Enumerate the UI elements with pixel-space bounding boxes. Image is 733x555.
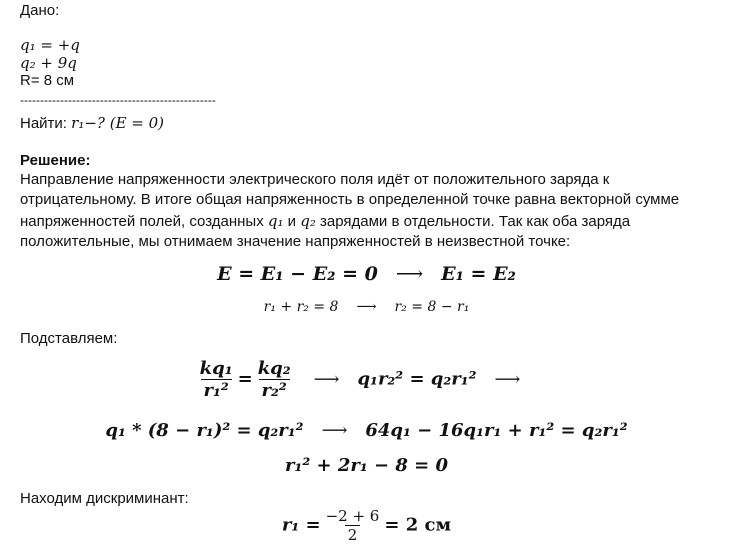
find-line [20,114,164,133]
paragraph-text: зарядами в отдельности. Так как оба заряда [315,213,631,230]
given-q1: q₁ = +q [20,36,80,54]
denominator: r₂² [259,379,290,401]
fraction-result [323,507,383,544]
solution-paragraph-line-4: положительные, мы отнимаем значение напряженностей в неизвестной точке: [20,233,571,250]
equation-field-balance [0,263,733,285]
equation-part: = 2 см [384,514,452,536]
arrow-right-icon: ⟶ [356,299,377,315]
equation-substitution [0,358,733,401]
equation-part: r₁ + r₂ = 8 [263,299,339,315]
equation-part: r₁ = [281,514,321,536]
denominator: r₁² [201,379,232,401]
equation-part: 64q₁ − 16q₁r₁ + r₁² = q₂r₁² [365,420,628,441]
equation-part: q₁ * (8 − r₁)² = q₂r₁² [105,420,304,441]
equation-quadratic: r₁² + 2r₁ − 8 = 0 [284,455,449,476]
paragraph-text: и [283,213,301,230]
equation-part: q₁r₂² = q₂r₁² [357,368,477,390]
divider-line: ------------------------------------------------- [20,93,216,107]
equation-part: E = E₁ − E₂ = 0 [217,263,378,285]
fraction-kq2-over-r2sq [255,358,294,401]
arrow-right-icon: ⟶ [395,263,424,285]
numerator: kq₂ [257,358,291,379]
numerator: kq₁ [199,358,233,379]
solution-heading: Решение: [20,152,91,169]
arrow-right-icon: ⟶ [494,368,521,390]
equation-part: E₁ = E₂ [441,263,516,285]
find-expression: r₁−? (E = 0) [71,114,165,132]
arrow-right-icon: ⟶ [313,368,340,390]
arrow-right-icon: ⟶ [321,420,348,441]
equation-part: r₂ = 8 − r₁ [394,299,470,315]
solution-paragraph-line-3 [20,212,630,231]
fraction-kq1-over-r1sq [197,358,236,401]
numerator: −2 + 6 [325,507,380,525]
given-radius: R= 8 см [20,72,75,89]
inline-q1: q₁ [267,212,284,230]
substitute-label: Подставляем: [20,330,118,347]
given-label: Дано: [20,2,60,19]
solution-paragraph-line-2: отрицательному. В итоге общая напряженность в определенной точке равна векторной сумме [20,191,680,208]
paragraph-text: напряженностей полей, созданных [20,213,268,230]
equals-sign: = [237,368,253,390]
equation-expanded [0,420,733,441]
discriminant-label: Находим дискриминант: [20,490,189,507]
denominator: 2 [345,525,361,544]
given-q2: q₂ + 9q [20,54,77,72]
solution-paragraph-line-1: Направление напряженности электрического поля идёт от положительного заряда к [20,171,610,188]
equation-result [0,507,733,544]
equation-distance-sum [0,299,733,315]
inline-q2: q₂ [300,212,316,230]
find-label: Найти: [20,115,67,132]
